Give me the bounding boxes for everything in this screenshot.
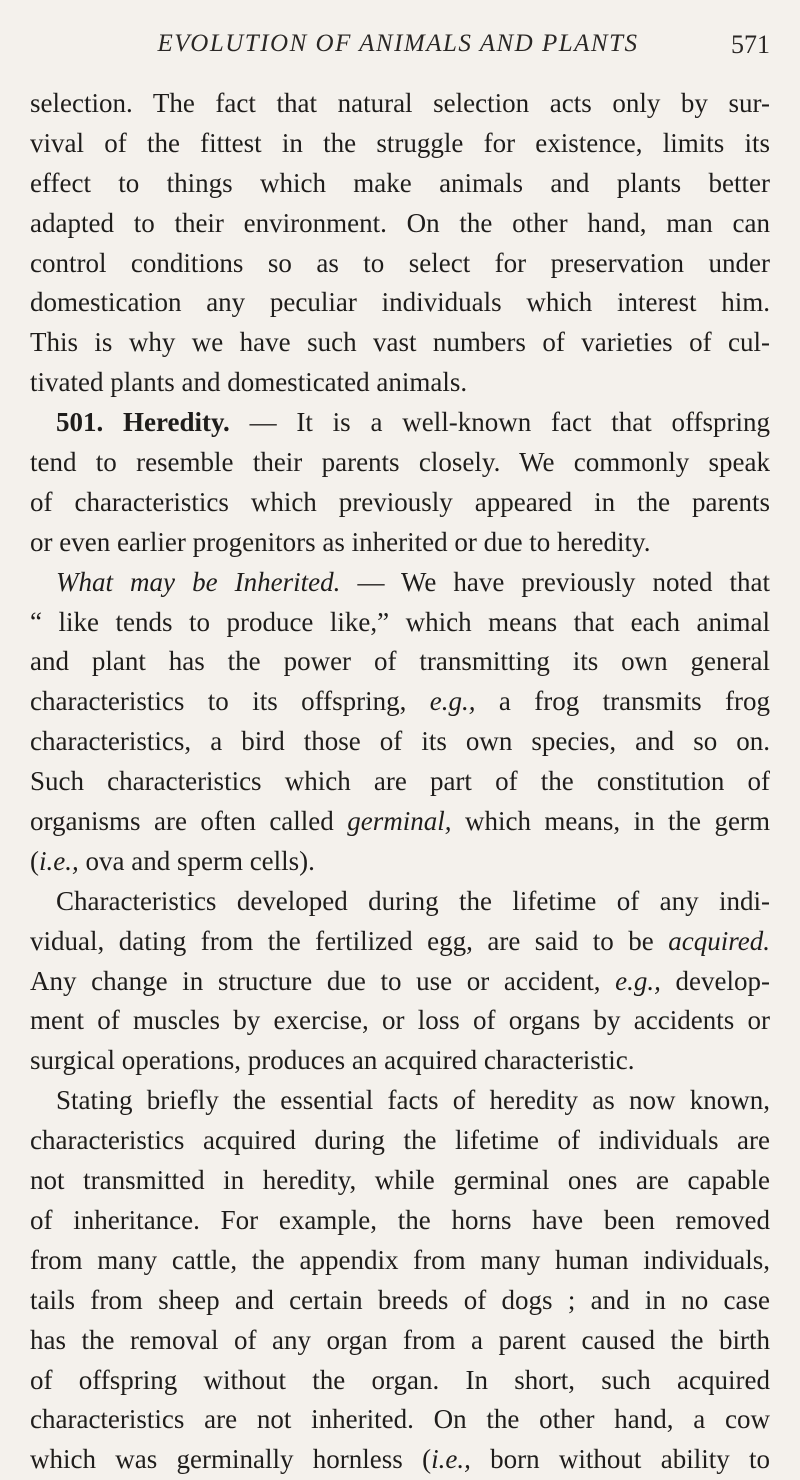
page-number: 571 <box>731 30 770 59</box>
text-line <box>30 802 770 842</box>
text-line: not transmitted in heredity, while germinal ones are capable <box>30 1165 770 1196</box>
text-line <box>30 682 770 722</box>
text-line: This is why we have such vast numbers of varieties of cul- <box>30 327 770 358</box>
italic-term: i.e., <box>39 845 79 876</box>
italic-term: germinal, <box>347 806 452 837</box>
text-line: ment of muscles by exercise, or loss of organs by accidents or <box>30 1005 770 1036</box>
text-line: domestication any peculiar individuals which interest him. <box>30 287 770 318</box>
text-line: vival of the fittest in the struggle for existence, limits its <box>30 127 770 158</box>
text-span: characteristics to its offspring, <box>30 686 430 717</box>
text-line: control conditions so as to select for preservation under <box>30 247 770 278</box>
text-span: which means, in the germ <box>451 806 770 837</box>
text-line: selection. The fact that natural selection acts only by sur- <box>30 88 770 118</box>
text-span: — It is a well-known fact that offspring <box>229 407 770 438</box>
text-line: characteristics, a bird those of its own species, and so on. <box>30 726 770 757</box>
section-title: Heredity. <box>123 407 230 438</box>
text-line <box>30 1440 770 1480</box>
text-line <box>30 922 770 962</box>
subheading-line <box>30 563 770 603</box>
text-span: organisms are often called <box>30 806 348 837</box>
text-line: characteristics are not inherited. On the other hand, a cow <box>30 1404 770 1435</box>
text-line <box>30 962 770 1002</box>
subheading-title: What may be Inherited. <box>56 566 341 597</box>
running-title: EVOLUTION OF ANIMALS AND PLANTS <box>157 30 639 57</box>
text-line: Such characteristics which are part of the constitution of <box>30 766 770 797</box>
text-line: and plant has the power of transmitting its own general <box>30 646 770 677</box>
text-span: born without ability to <box>470 1444 770 1475</box>
text-line: has the removal of any organ from a parent caused the birth <box>30 1324 770 1355</box>
text-span: a frog transmits frog <box>475 686 770 717</box>
text-line: surgical operations, produces an acquired characteristic. <box>30 1045 635 1076</box>
text-line: tend to resemble their parents closely. We commonly speak <box>30 447 770 478</box>
body-text <box>30 84 770 1480</box>
text-line: or even earlier progenitors as inherited or due to heredity. <box>30 526 651 557</box>
text-line: Characteristics developed during the lifetime of any indi- <box>56 885 770 916</box>
text-line: adapted to their environment. On the other hand, man can <box>30 207 770 238</box>
text-line: of characteristics which previously appeared in the parents <box>30 486 770 517</box>
text-line: from many cattle, the appendix from many human individuals, <box>30 1244 770 1275</box>
text-span: Any change in structure due to use or accident, <box>30 965 616 996</box>
text-line: “ like tends to produce like,” which means that each animal <box>30 606 770 637</box>
text-span: develop- <box>660 965 770 996</box>
text-span: which was germinally hornless ( <box>30 1444 432 1475</box>
text-line: of inheritance. For example, the horns have been removed <box>30 1204 770 1235</box>
text-span: vidual, dating from the fertilized egg, are said to be <box>30 925 669 956</box>
section-number: 501. <box>56 407 104 438</box>
text-span: ova and sperm cells). <box>78 845 315 876</box>
text-line: tivated plants and domesticated animals. <box>30 367 468 398</box>
text-line: effect to things which make animals and plants better <box>30 167 770 198</box>
text-line: characteristics acquired during the lifetime of individuals are <box>30 1125 770 1156</box>
text-span: ( <box>30 845 39 876</box>
italic-term: acquired. <box>668 925 770 956</box>
text-line <box>30 842 770 882</box>
section-heading-line <box>30 403 770 443</box>
text-span: — We have previously noted that <box>340 566 770 597</box>
italic-term: i.e., <box>431 1444 471 1475</box>
italic-term: e.g., <box>429 686 476 717</box>
text-line: tails from sheep and certain breeds of dogs ; and in no case <box>30 1284 770 1315</box>
text-line: of offspring without the organ. In short, such acquired <box>30 1364 770 1395</box>
text-line: Stating briefly the essential facts of heredity as now known, <box>56 1085 770 1116</box>
italic-term: e.g., <box>615 965 661 996</box>
